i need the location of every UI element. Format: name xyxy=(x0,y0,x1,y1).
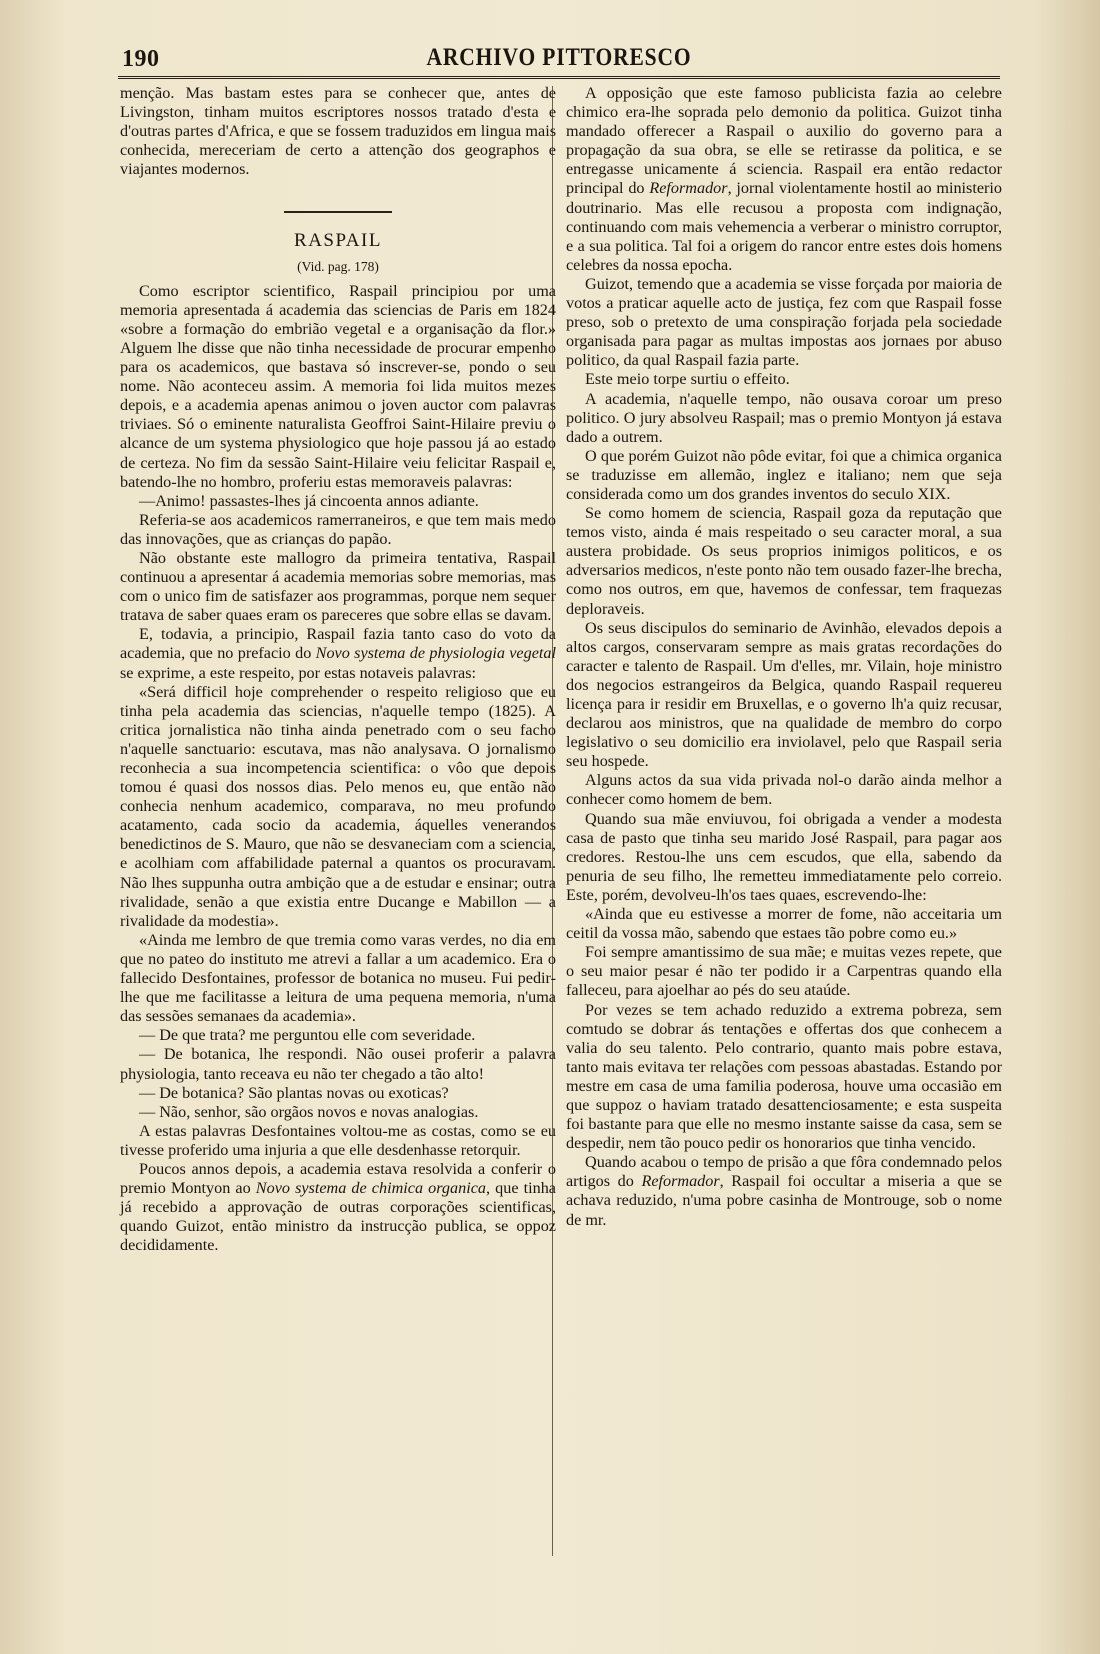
paragraph xyxy=(120,625,556,682)
paragraph: «Ainda me lembro de que tremia como varas verdes, no dia em que no pateo do instituto me atrevi a fallar a um academico. Era o fallecido Desfontaines, professor de botanica no museu. Fui pedir-lhe que me facilitasse a leitura de uma pequena memoria, n'uma das sessões semanaes da academia». xyxy=(120,930,556,1026)
page-header xyxy=(118,42,1000,79)
text-run: , jornal violentamente hostil ao ministerio doutrinario. Mas elle recusou a proposta com indignação, continuando com mais vehemencia a verberar o ministro corruptor, e a sua politica. Tal foi a origem do rancor entre estes dois homens celebres da nossa epocha. xyxy=(566,179,1002,274)
paragraph xyxy=(566,1153,1002,1229)
newspaper-title: Reformador xyxy=(649,179,728,198)
paragraph: — De botanica? São plantas novas ou exoticas? xyxy=(139,1083,449,1102)
paragraph: O que porém Guizot não pôde evitar, foi que a chimica organica se traduzisse em allemão, inglez e italiano; nem que seja considerada como um dos grandes inventos do seculo XIX. xyxy=(566,446,1002,503)
section-rule xyxy=(284,211,392,213)
paragraph: «Ainda que eu estivesse a morrer de fome, não acceitaria um ceitil da vossa mão, sabendo que estaes tão pobre como eu.» xyxy=(566,905,1002,943)
paragraph: Alguns actos da sua vida privada nol-o darão ainda melhor a conhecer como homem de bem. xyxy=(566,771,1002,809)
paragraph: Não obstante este mallogro da primeira tentativa, Raspail continuou a apresentar á academia memorias sobre memorias, mas com o unico fim de satisfazer aos programmas, porque nem sequer tratava de saber quaes eram os pareceres que sobre ellas se davam. xyxy=(120,548,556,625)
book-title: Novo systema de chimica organica xyxy=(255,1179,486,1198)
journal-title: ARCHIVO PITTORESCO xyxy=(426,44,692,71)
paragraph: Este meio torpe surtiu o effeito. xyxy=(585,370,790,389)
paragraph: menção. Mas bastam estes para se conhecer que, antes de Livingston, tinham muitos escriptores nossos tratado d'esta e d'outras partes d'Africa, e que se fossem traduzidos em lingua mais conhecida, mereceriam de certo a attenção dos geographos e viajantes modernos. xyxy=(120,84,556,179)
text-run: Quando acabou o tempo de prisão a que fôra condemnado pelos artigos do xyxy=(566,1153,1002,1191)
paragraph: A estas palavras Desfontaines voltou-me as costas, como se eu tivesse proferido uma injuria a que elle desdenhasse retorquir. xyxy=(120,1121,556,1159)
paragraph: —Animo! passastes-lhes já cincoenta annos adiante. xyxy=(139,491,479,510)
paragraph: Por vezes se tem achado reduzido a extrema pobreza, sem comtudo se dobrar ás tentações e offertas dos que conhecem a valia do seu talento. Pelo contrario, quanto mais pobre estava, tanto mais evitava ter relações com pessoas abastadas. Estando por mestre em casa de uma familia poderosa, houve uma occasião em que suppoz o haviam tratado desattenciosamente; e esta suspeita foi bastante para que elle no mesmo instante saisse da casa, sem se despedir, nem tão pouco pedir os honorarios que tinha vencido. xyxy=(566,1000,1002,1153)
paragraph xyxy=(566,84,1002,275)
text-run: , Raspail foi occultar a miseria a que se achava reduzido, n'uma pobre casinha de Montrouge, sob o nome de mr. xyxy=(566,1172,1002,1229)
paragraph: Referia-se aos academicos ramerraneiros, e que tem mais medo das innovações, que as crianças do papão. xyxy=(120,510,556,548)
paragraph: — De botanica, lhe respondi. Não ousei proferir a palavra physiologia, tanto receava eu não ter chegado a tão alto! xyxy=(120,1045,556,1083)
left-column xyxy=(120,84,556,1255)
right-column xyxy=(566,84,1002,1230)
text-run: se exprime, a este respeito, por estas notaveis palavras: xyxy=(120,663,476,682)
paragraph: — Não, senhor, são orgãos novos e novas analogias. xyxy=(139,1102,479,1121)
paragraph: Quando sua mãe enviuvou, foi obrigada a vender a modesta casa de pasto que tinha seu marido José Raspail, para pagar aos credores. Restou-lhe uns cem escudos, que ella, sabendo da penuria de seu filho, lhe remetteu immediatamente pelo correio. Este, porém, devolveu-lh'os taes quaes, escrevendo-lhe: xyxy=(566,809,1002,904)
newspaper-title: Reformador xyxy=(641,1172,720,1191)
paragraph: «Será difficil hoje comprehender o respeito religioso que eu tinha pela academia das sciencias, n'aquelle tempo (1825). A critica jornalistica não tinha ainda penetrado com o seu facho n'aquelle sanctuario: escutava, mas não analysava. O jornalismo reconhecia a sua incompetencia scientifica: o vôo que depois tomou é quasi dos nossos dias. Pelo menos eu, que então não conhecia nenhum academico, comparava, no meu profundo acatamento, cada socio da academia, áquelles venerandos benedictinos de S. Mauro, que não se desvaneciam com a sciencia, e acolhiam com affabilidade paternal a quantos os procuravam. Não lhes suppunha outra ambição que a de estudar e ensinar; outra rivalidade, senão a que existia entre Ducange e Mabillon — a rivalidade da modestia». xyxy=(120,682,556,930)
text-run: , que tinha já recebido a approvação de outras corporações scientificas, quando Guizot, então ministro da instrucção publica, se oppoz decididamente. xyxy=(120,1179,556,1255)
section-reference: (Vid. pag. 178) xyxy=(297,258,379,274)
paragraph: Como escriptor scientifico, Raspail principiou por uma memoria apresentada á academia das sciencias de Paris em 1824 «sobre a formação do embrião vegetal e a organisação da flor.» Alguem lhe disse que não tinha necessidade de procurar empenho para os academicos, que bastava só inscrever-se, pondo o seu nome. Não aconteceu assim. A memoria foi lida muitos mezes depois, e a academia apenas animou o joven auctor com palavras triviaes. Só o eminente naturalista Geoffroi Saint-Hilaire previu o alcance de um systema physiologico que hoje passou já ao estado de certeza. No fim da sessão Saint-Hilaire veiu felicitar Raspail e, batendo-lhe no hombro, proferiu estas memoraveis palavras: xyxy=(120,281,556,491)
text-run: E, todavia, a principio, Raspail fazia tanto caso do voto da academia, que no prefacio do xyxy=(120,625,556,663)
section-title: RASPAIL xyxy=(294,230,382,252)
paragraph xyxy=(120,1160,556,1255)
paragraph: Se como homem de sciencia, Raspail goza da reputação que temos visto, ainda é mais respeitado o seu caracter moral, a sua austera probidade. Os seus proprios inimigos politicos, e os adversarios medicos, n'este ponto não tem ousado fazer-lhe brecha, como nos outros, em que, havemos de confessar, tem fraquezas deploraveis. xyxy=(566,504,1002,618)
paragraph: A academia, n'aquelle tempo, não ousava coroar um preso politico. O jury absolveu Raspail; mas o premio Montyon já estava dado a outrem. xyxy=(566,389,1002,446)
text-run: A opposição que este famoso publicista fazia ao celebre chimico era-lhe soprada pelo demonio da politica. Guizot tinha mandado offerecer a Raspail o auxilio do governo para a propagação da sua obra, se elle se retirasse da politica, e se entregasse unicamente á sciencia. Raspail era então redactor principal do xyxy=(566,84,1002,198)
book-title: Novo systema de physiologia vegetal xyxy=(315,644,556,663)
paragraph: Os seus discipulos do seminario de Avinhão, elevados depois a altos cargos, conservaram sempre as mais gratas recordações do caracter e talento de Raspail. Um d'elles, mr. Vilain, hoje ministro dos negocios estrangeiros da Belgica, quando Raspail requereu licença para ir residir em Bruxellas, e o governo lh'a quiz recusar, declarou aos ministros, que na qualidade de membro do corpo legislativo o seu domicilio era inviolavel, pelo que Raspail seria seu hospede. xyxy=(566,618,1002,771)
page-number: 190 xyxy=(122,46,160,72)
paragraph: Foi sempre amantissimo de sua mãe; e muitas vezes repete, que o seu maior pesar é não ter podido ir a Carpentras quando ella falleceu, para ajoelhar ao pés do seu ataúde. xyxy=(566,943,1002,1000)
text-run: Poucos annos depois, a academia estava resolvida a conferir o premio Montyon ao xyxy=(120,1159,556,1198)
paragraph: Guizot, temendo que a academia se visse forçada por maioria de votos a praticar aquelle acto de justiça, fez com que Raspail fosse preso, sob o pretexto de uma conspiração forjada pela sociedade organisada para pagar as multas impostas aos jornaes por abuso politico, da qual Raspail fazia parte. xyxy=(566,274,1002,370)
paragraph: — De que trata? me perguntou elle com severidade. xyxy=(139,1026,476,1045)
